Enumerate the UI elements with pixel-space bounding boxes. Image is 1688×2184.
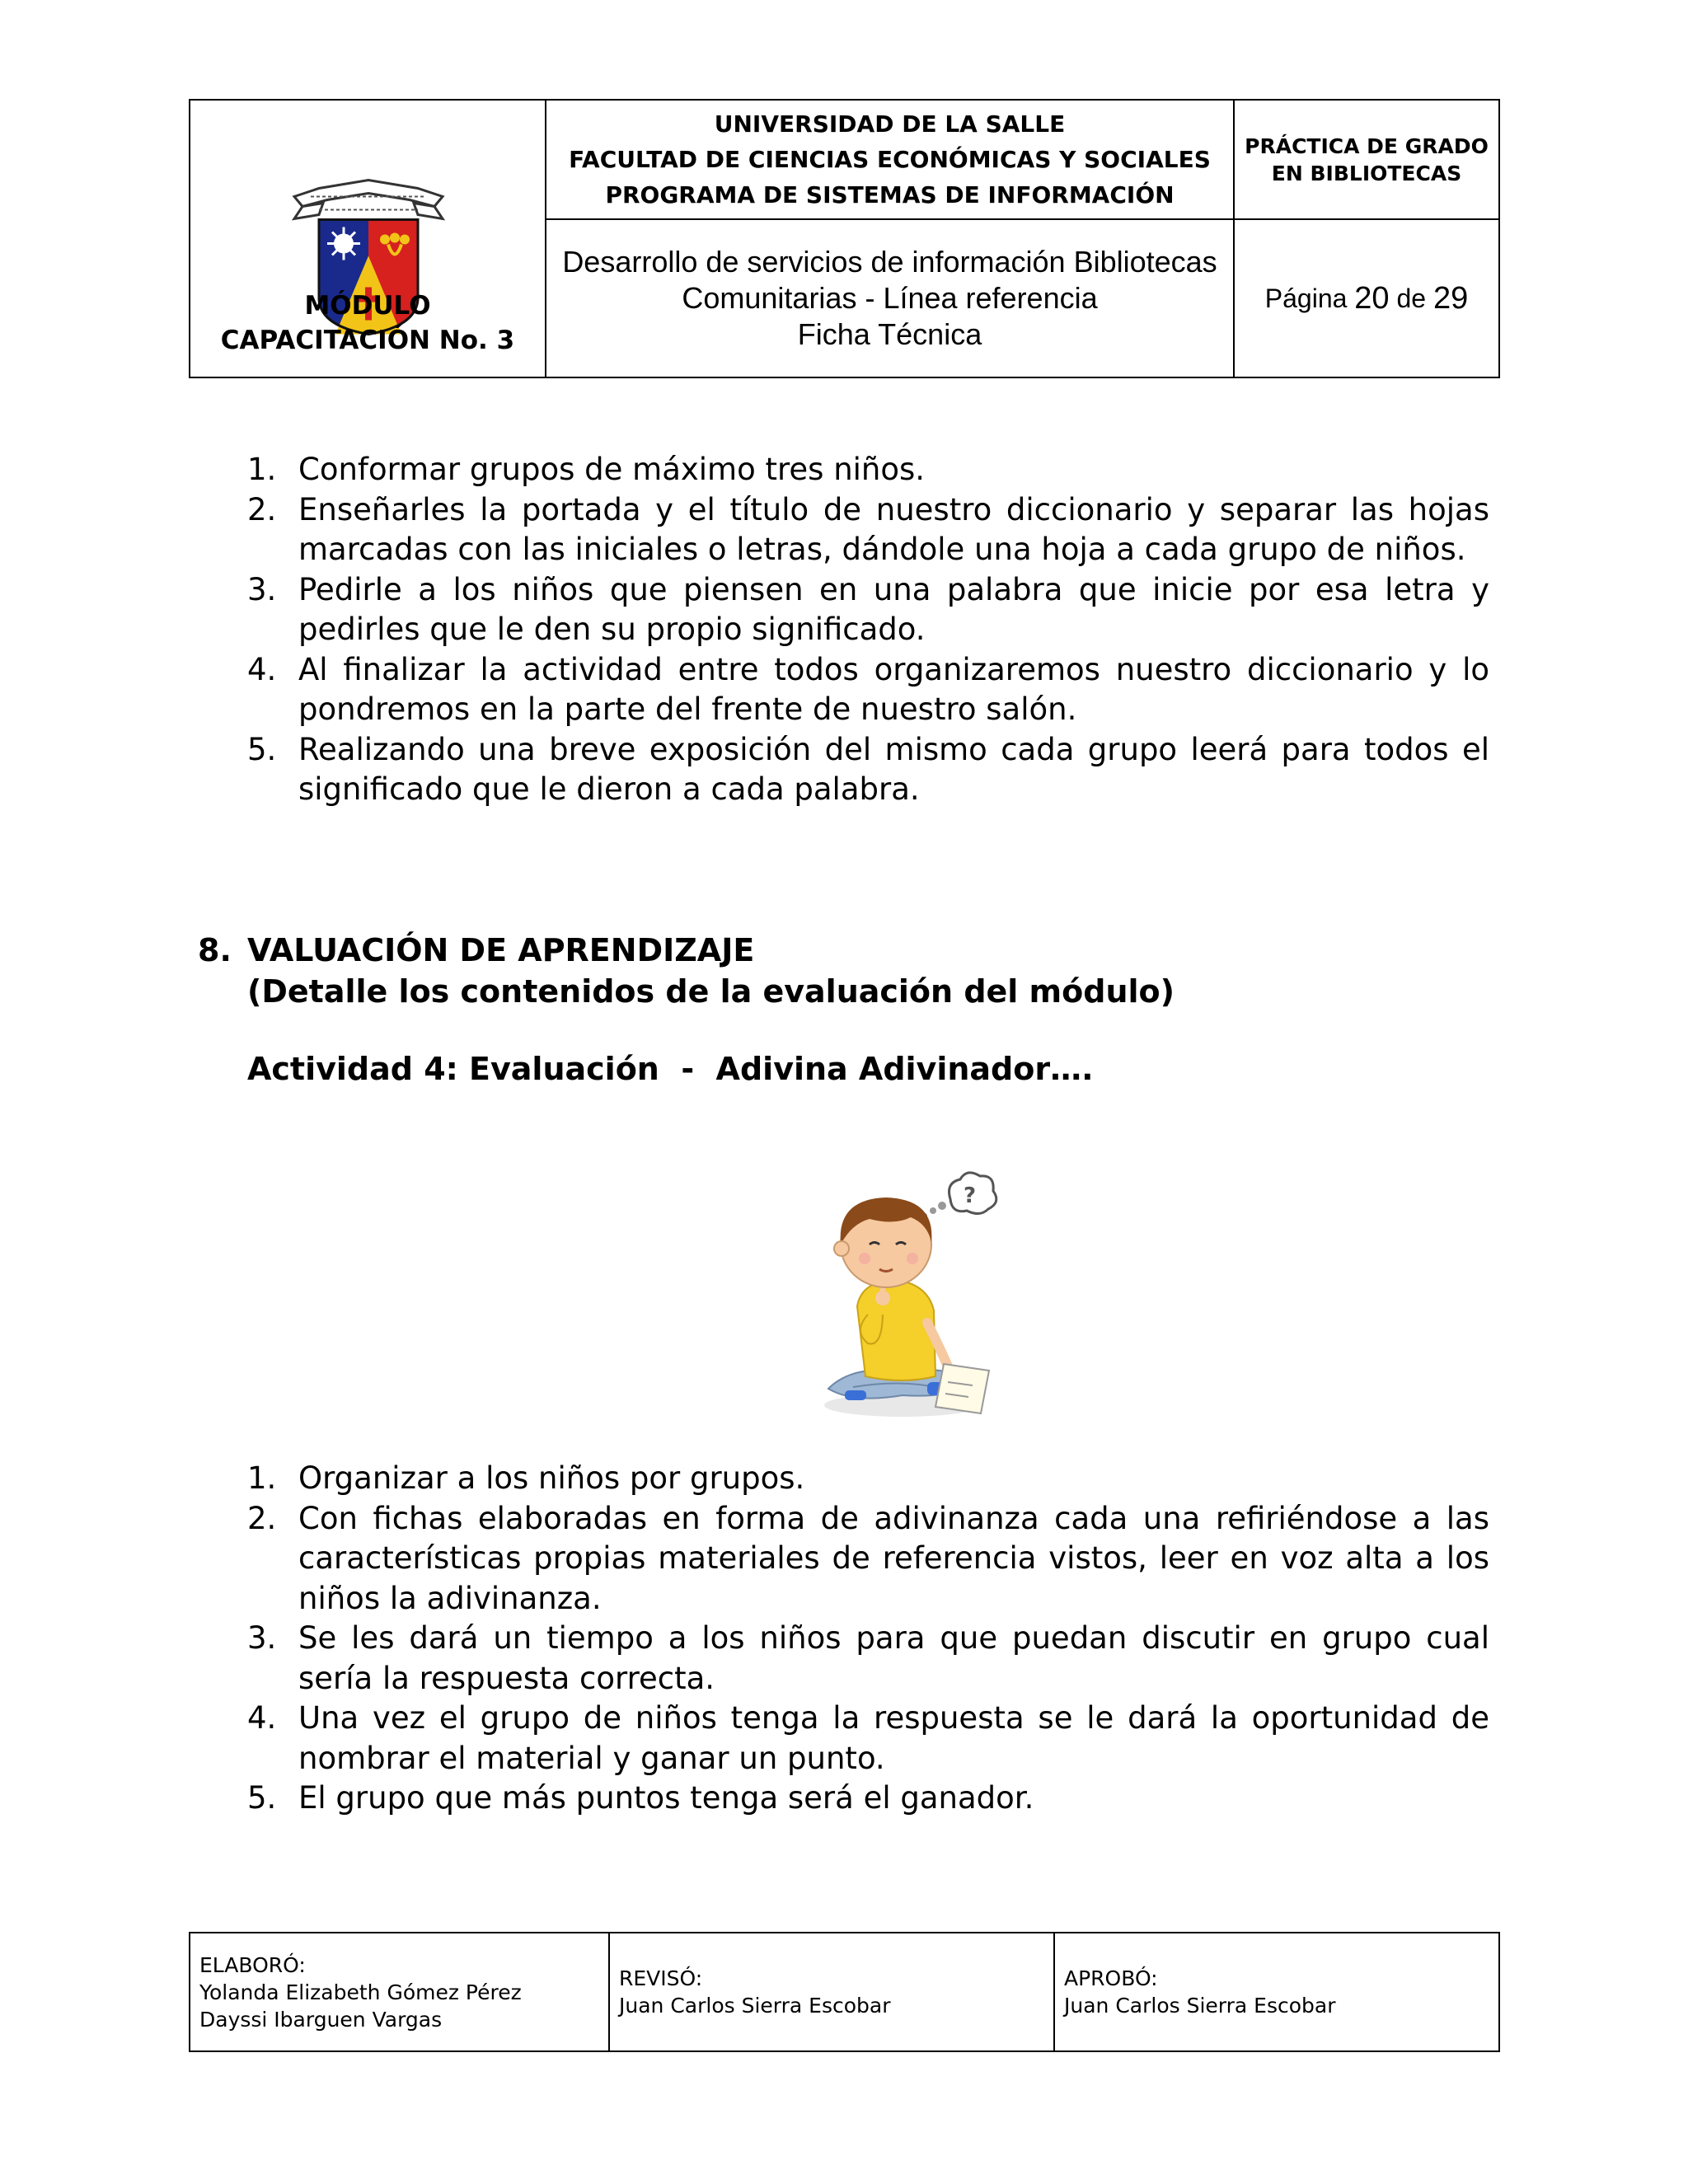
list-item-number: 3.: [247, 1620, 277, 1656]
list-item-number: 1.: [247, 1460, 277, 1496]
list-item-text: El grupo que más puntos tenga será el ganador.: [298, 1780, 1034, 1816]
reviewed-label: REVISÓ:: [619, 1966, 703, 1990]
section-subtitle: (Detalle los contenidos de la evaluación del módulo): [247, 973, 1175, 1010]
activity-title: Actividad 4: Evaluación - Adivina Adivinador….: [247, 1051, 1094, 1087]
subject-line-1: Desarrollo de servicios de información Bibliotecas: [562, 245, 1217, 279]
elaborated-label: ELABORÓ:: [199, 1952, 306, 1977]
subject-line-2: Comunitarias - Línea referencia: [682, 281, 1098, 315]
list-item-number: 1.: [247, 452, 277, 487]
reviewed-name: Juan Carlos Sierra Escobar: [619, 1994, 891, 2018]
page-of: de: [1396, 283, 1427, 313]
list-item-text: Realizando una breve exposición del mismo cada grupo leerá para todos el significado que le dieron a cada palabra.: [298, 731, 1489, 807]
logo-cell: [190, 101, 546, 377]
list-item: [247, 1499, 1489, 1619]
practice-line-2: EN BIBLIOTECAS: [1271, 161, 1462, 185]
faculty-name: FACULTAD DE CIENCIAS ECONÓMICAS Y SOCIALES: [569, 146, 1211, 173]
page-total: 29: [1432, 280, 1469, 316]
list-item: [247, 450, 1489, 490]
list-item-number: 4.: [247, 651, 277, 687]
practice-cell: [1235, 101, 1498, 220]
approval-footer: [189, 1932, 1500, 2052]
page-current: 20: [1354, 280, 1390, 316]
approved-label: APROBÓ:: [1064, 1966, 1158, 1990]
list-item-number: 2.: [247, 1500, 277, 1536]
activity-steps-list: [247, 450, 1489, 810]
list-item-number: 5.: [247, 731, 277, 767]
list-item: [247, 490, 1489, 570]
module-line-1: MÓDULO: [304, 291, 431, 321]
list-item-text: Al finalizar la actividad entre todos organizaremos nuestro diccionario y lo pondremos en la parte del frente de nuestro salón.: [298, 651, 1489, 727]
section-number: 8.: [198, 932, 232, 968]
list-item-number: 5.: [247, 1780, 277, 1816]
list-item-text: Organizar a los niños por grupos.: [298, 1460, 805, 1496]
institution-cell: [546, 101, 1235, 220]
list-item: [247, 1779, 1489, 1819]
list-item-number: 3.: [247, 571, 277, 607]
list-item-text: Conformar grupos de máximo tres niños.: [298, 452, 926, 487]
list-item-text: Pedirle a los niños que piensen en una palabra que inicie por esa letra y pedirles que le den su propio significado.: [298, 571, 1489, 647]
practice-line-1: PRÁCTICA DE GRADO: [1245, 134, 1489, 158]
elaborated-by-cell: [190, 1933, 610, 2050]
approved-by-cell: [1055, 1933, 1498, 2050]
list-item: [247, 730, 1489, 810]
subject-cell: [546, 220, 1235, 377]
list-item: [247, 1459, 1489, 1499]
elaborated-name-1: Yolanda Elizabeth Gómez Pérez: [199, 1980, 522, 2004]
list-item-text: Se les dará un tiempo a los niños para que puedan discutir en grupo cual sería la respuesta correcta.: [298, 1620, 1489, 1696]
section-title: VALUACIÓN DE APRENDIZAJE: [247, 932, 755, 968]
list-item: [247, 1699, 1489, 1779]
svg-text:?: ?: [964, 1183, 977, 1208]
document-header: [189, 99, 1500, 378]
reviewed-by-cell: [610, 1933, 1055, 2050]
list-item-text: Una vez el grupo de niños tenga la respuesta se le dará la oportunidad de nombrar el material y ganar un punto.: [298, 1700, 1489, 1776]
page-label: Página: [1264, 283, 1348, 313]
university-name: UNIVERSIDAD DE LA SALLE: [714, 110, 1066, 138]
list-item: [247, 570, 1489, 650]
list-item-number: 4.: [247, 1700, 277, 1736]
elaborated-name-2: Dayssi Ibarguen Vargas: [199, 2007, 443, 2032]
page-number-cell: [1235, 220, 1498, 377]
list-item-number: 2.: [247, 491, 277, 527]
evaluation-steps-list: [247, 1459, 1489, 1819]
thinking-child-illustration: [804, 1166, 1010, 1426]
program-name: PROGRAMA DE SISTEMAS DE INFORMACIÓN: [605, 181, 1175, 209]
list-item-text: Con fichas elaboradas en forma de adivinanza cada una refiriéndose a las características propias materiales de referencia vistos, leer en voz alta a los niños la adivinanza.: [298, 1500, 1489, 1616]
list-item: [247, 650, 1489, 730]
module-line-2: CAPACITACIÓN No. 3: [220, 326, 515, 355]
module-label: [190, 288, 545, 358]
list-item: [247, 1619, 1489, 1699]
list-item-text: Enseñarles la portada y el título de nuestro diccionario y separar las hojas marcadas con las iniciales o letras, dándole una hoja a cada grupo de niños.: [298, 491, 1489, 567]
subject-line-3: Ficha Técnica: [797, 317, 982, 351]
approved-name: Juan Carlos Sierra Escobar: [1064, 1994, 1336, 2018]
